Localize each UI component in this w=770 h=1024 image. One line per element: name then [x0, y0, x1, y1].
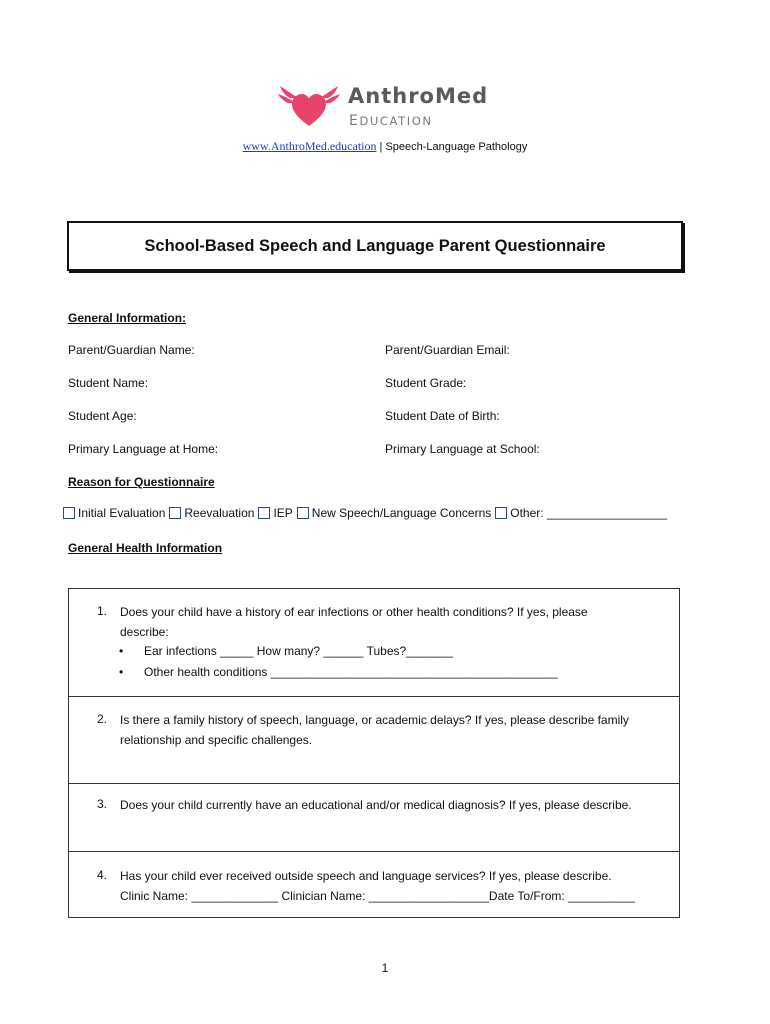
tagline: | Speech-Language Pathology: [376, 141, 528, 153]
page-title: School-Based Speech and Language Parent Questionnaire: [67, 221, 683, 271]
logo-subtitle: [349, 113, 433, 129]
question-line: Has your child ever received outside speech and language services? If yes, please describe.: [120, 869, 612, 883]
question-number: 2.: [97, 712, 108, 726]
iep-checkbox[interactable]: [258, 507, 270, 519]
student-age-label: Student Age:: [68, 409, 137, 423]
new-concerns-label: New Speech/Language Concerns: [311, 506, 492, 520]
question-text: [120, 795, 632, 815]
reason-options: [63, 506, 671, 520]
reevaluation-label: Reevaluation: [184, 506, 255, 520]
question-number: 3.: [97, 797, 108, 811]
student-grade-label: Student Grade:: [385, 376, 467, 390]
bullet-icon: •: [119, 644, 124, 658]
winged-heart-icon: [276, 84, 342, 132]
student-dob-label: Student Date of Birth:: [385, 409, 500, 423]
iep-label: IEP: [273, 506, 293, 520]
question-text: [120, 710, 629, 750]
question-row-2[interactable]: [69, 697, 679, 784]
question-line: Clinic Name: _____________ Clinician Name: __________________Date To/From: __________: [120, 889, 635, 903]
other-conditions-line: Other health conditions ___________________________________________: [144, 665, 558, 679]
reevaluation-checkbox[interactable]: [169, 507, 181, 519]
health-heading: General Health Information: [68, 541, 223, 555]
new-concerns-checkbox[interactable]: [297, 507, 309, 519]
website-line: [0, 139, 770, 154]
reason-option-other: [495, 506, 667, 520]
question-line: Does your child have a history of ear infections or other health conditions? If yes, please: [120, 605, 588, 619]
reason-option-iep: [258, 506, 292, 520]
website-link[interactable]: www.AnthroMed.education: [242, 139, 377, 153]
reason-option-initial: [63, 506, 165, 520]
student-name-label: Student Name:: [68, 376, 149, 390]
question-row-4[interactable]: [69, 852, 679, 917]
reason-heading: Reason for Questionnaire: [68, 475, 215, 489]
language-home-label: Primary Language at Home:: [68, 442, 219, 456]
initial-evaluation-checkbox[interactable]: [63, 507, 75, 519]
question-row-3[interactable]: [69, 784, 679, 852]
question-text: [120, 602, 588, 642]
logo-subtitle-rest: DUCATION: [359, 114, 433, 128]
question-line: describe:: [120, 625, 169, 639]
other-label: Other: __________________: [510, 506, 668, 520]
language-school-label: Primary Language at School:: [385, 442, 540, 456]
question-line: relationship and specific challenges.: [120, 733, 313, 747]
logo-subtitle-initial: E: [349, 113, 360, 129]
initial-evaluation-label: Initial Evaluation: [78, 506, 166, 520]
reason-option-new-concerns: [297, 506, 491, 520]
question-line: Is there a family history of speech, language, or academic delays? If yes, please describe family: [120, 713, 629, 727]
anthromed-logo: [276, 84, 506, 132]
reason-option-reevaluation: [169, 506, 254, 520]
question-line: Does your child currently have an educational and/or medical diagnosis? If yes, please describe.: [120, 798, 632, 812]
bullet-icon: •: [119, 665, 124, 679]
other-checkbox[interactable]: [495, 507, 507, 519]
general-info-heading: General Information:: [68, 311, 187, 325]
health-questions-table: [68, 588, 680, 918]
parent-email-label: Parent/Guardian Email:: [385, 343, 510, 357]
ear-infections-line: Ear infections _____ How many? ______ Tubes?_______: [144, 644, 453, 658]
page-number: 1: [381, 961, 389, 975]
logo-name: AnthroMed: [348, 84, 489, 108]
parent-name-label: Parent/Guardian Name:: [68, 343, 195, 357]
question-number: 1.: [97, 604, 108, 618]
question-row-1[interactable]: [69, 589, 679, 697]
question-number: 4.: [97, 868, 108, 882]
question-text: [120, 866, 635, 906]
